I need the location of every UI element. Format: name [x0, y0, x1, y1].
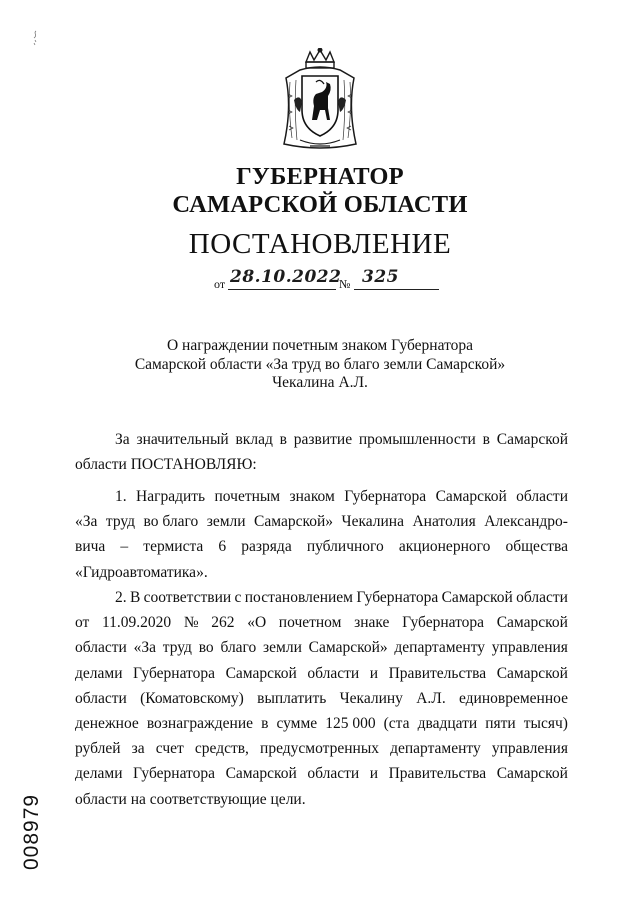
- subject-line: Самарской области «За труд во благо земли Самарской»: [134, 355, 506, 373]
- word: Губернатора: [133, 664, 215, 682]
- word: управления: [491, 740, 568, 758]
- paragraph-preamble: [75, 427, 568, 477]
- scan-mark-icon: [30, 30, 40, 46]
- paragraph-line: [75, 661, 568, 686]
- word: вича: [75, 538, 106, 556]
- word: за: [131, 740, 145, 758]
- word: области: [75, 639, 127, 657]
- document-type-heading: ПОСТАНОВЛЕНИЕ: [188, 228, 452, 260]
- word: области: [75, 689, 127, 707]
- word: от: [75, 614, 90, 632]
- coat-of-arms-icon: [270, 48, 370, 154]
- word: 125 000: [325, 714, 376, 732]
- word: делами: [75, 765, 123, 783]
- word: области: [516, 488, 568, 505]
- word: и: [369, 664, 379, 682]
- word: значительный: [136, 431, 229, 448]
- word: 11.09.2020: [101, 614, 172, 632]
- word: почетным: [214, 488, 281, 505]
- word: предусмотренных: [260, 740, 379, 758]
- word: (Коматовскому): [140, 689, 244, 707]
- paragraph-item-2: [75, 585, 568, 812]
- authority-title-line2: САМАРСКОЙ ОБЛАСТИ: [172, 191, 468, 218]
- paragraph-line: [75, 585, 568, 610]
- paragraph-line: [75, 787, 568, 812]
- word: Губернатора: [344, 488, 427, 505]
- paragraph-line: [75, 686, 568, 711]
- word: в: [279, 431, 287, 448]
- word: Самарской»: [254, 513, 334, 531]
- side-serial-number: 008979: [20, 793, 43, 870]
- paragraph-line: [75, 736, 568, 761]
- word: Анатолия: [412, 513, 476, 531]
- word: 262: [211, 614, 235, 632]
- paragraph-line: [75, 452, 568, 477]
- word: Самарской: [435, 488, 507, 505]
- word: Александро-: [484, 513, 568, 531]
- word: труд: [162, 639, 192, 657]
- word: счет: [155, 740, 184, 758]
- word: Чекалину: [339, 689, 403, 707]
- word: департаменту: [390, 740, 481, 758]
- subject-block: [0, 337, 640, 393]
- word: благо: [220, 639, 257, 657]
- word: денежное: [75, 714, 139, 732]
- word: акционерного: [398, 538, 491, 556]
- word: сумме: [276, 714, 318, 732]
- word: Самарской: [496, 765, 568, 783]
- number-underline: [354, 289, 439, 290]
- word: тысяч): [523, 714, 568, 732]
- word: с: [234, 589, 242, 606]
- handwritten-date: 28.10.2022: [230, 267, 342, 287]
- word: двадцати: [417, 714, 478, 732]
- subject-line: Чекалина А.Л.: [272, 374, 368, 391]
- registration-line: [214, 267, 444, 294]
- word: Губернатора: [402, 614, 485, 632]
- paragraph-line: [75, 509, 568, 534]
- word: Наградить: [136, 488, 206, 505]
- word: Губернатора: [133, 765, 215, 783]
- word: А.Л.: [416, 689, 446, 707]
- word: области: [307, 664, 360, 682]
- word: В: [129, 589, 141, 606]
- word: 6: [218, 538, 227, 556]
- word: Самарской: [496, 431, 568, 448]
- word: знаком: [289, 488, 335, 505]
- word: области: [307, 765, 360, 783]
- word: Самарской: [496, 614, 568, 632]
- word: За: [115, 431, 130, 448]
- word: средств,: [194, 740, 249, 758]
- word: почетном: [278, 614, 342, 632]
- paragraph-item-1: [75, 484, 568, 585]
- authority-title-line1: ГУБЕРНАТОР: [236, 163, 404, 190]
- word: 1.: [115, 488, 127, 505]
- word: делами: [75, 664, 123, 682]
- word: пяти: [485, 714, 516, 732]
- date-label: от: [214, 277, 226, 291]
- word: Самарской: [441, 589, 513, 606]
- word: области ПОСТАНОВЛЯЮ:: [75, 456, 257, 474]
- word: общества: [505, 538, 568, 556]
- word: области: [516, 589, 568, 606]
- paragraph-line: [75, 635, 568, 660]
- paragraph-line: [75, 484, 568, 509]
- word: Правительства: [388, 765, 487, 783]
- paragraph-line: [75, 534, 568, 559]
- word: в: [482, 431, 490, 448]
- subject-line: О награждении почетным знаком Губернатора: [166, 337, 474, 354]
- word: труд: [105, 513, 136, 531]
- word: Самарской: [225, 664, 297, 682]
- paragraph-line: [75, 560, 568, 585]
- word: вознаграждение: [146, 714, 254, 732]
- word: земли: [263, 639, 302, 657]
- word: в: [261, 714, 269, 732]
- word: Губернатора: [356, 589, 439, 606]
- word: Самарской: [496, 664, 568, 682]
- word: Самарской»: [308, 639, 388, 657]
- word: соответствии: [143, 589, 232, 606]
- word: во благо: [143, 513, 199, 531]
- word: разряда: [241, 538, 292, 556]
- word: области на соответствующие цели.: [75, 790, 306, 808]
- paragraph-line: [75, 711, 568, 736]
- word: (ста: [383, 714, 410, 732]
- word: постановлением: [244, 589, 353, 606]
- word: знаке: [354, 614, 390, 632]
- word: Самарской: [225, 765, 297, 783]
- word: развитие: [293, 431, 353, 448]
- handwritten-number: 325: [362, 267, 399, 287]
- word: «За: [133, 639, 156, 657]
- number-label: №: [339, 277, 351, 291]
- word: Чекалина: [341, 513, 404, 531]
- word: единовременное: [459, 689, 568, 707]
- word: управления: [491, 639, 568, 657]
- word: публичного: [306, 538, 384, 556]
- paragraph-line: [75, 427, 568, 452]
- word: рублей: [75, 740, 121, 758]
- word: департаменту: [394, 639, 486, 657]
- word: «За: [75, 513, 98, 531]
- paragraph-line: [75, 761, 568, 786]
- word: 2.: [115, 589, 127, 606]
- word: Правительства: [388, 664, 487, 682]
- word: №: [183, 614, 199, 632]
- date-underline: [228, 289, 336, 290]
- word: и: [369, 765, 379, 783]
- word: во: [198, 639, 214, 657]
- word: земли: [206, 513, 246, 531]
- word: «Гидроавтоматика».: [75, 563, 208, 581]
- word: –: [120, 538, 129, 556]
- word: выплатить: [257, 689, 327, 707]
- word: промышленности: [358, 431, 476, 448]
- word: термиста: [143, 538, 204, 556]
- word: «О: [247, 614, 267, 632]
- word: вклад: [235, 431, 273, 448]
- paragraph-line: [75, 610, 568, 635]
